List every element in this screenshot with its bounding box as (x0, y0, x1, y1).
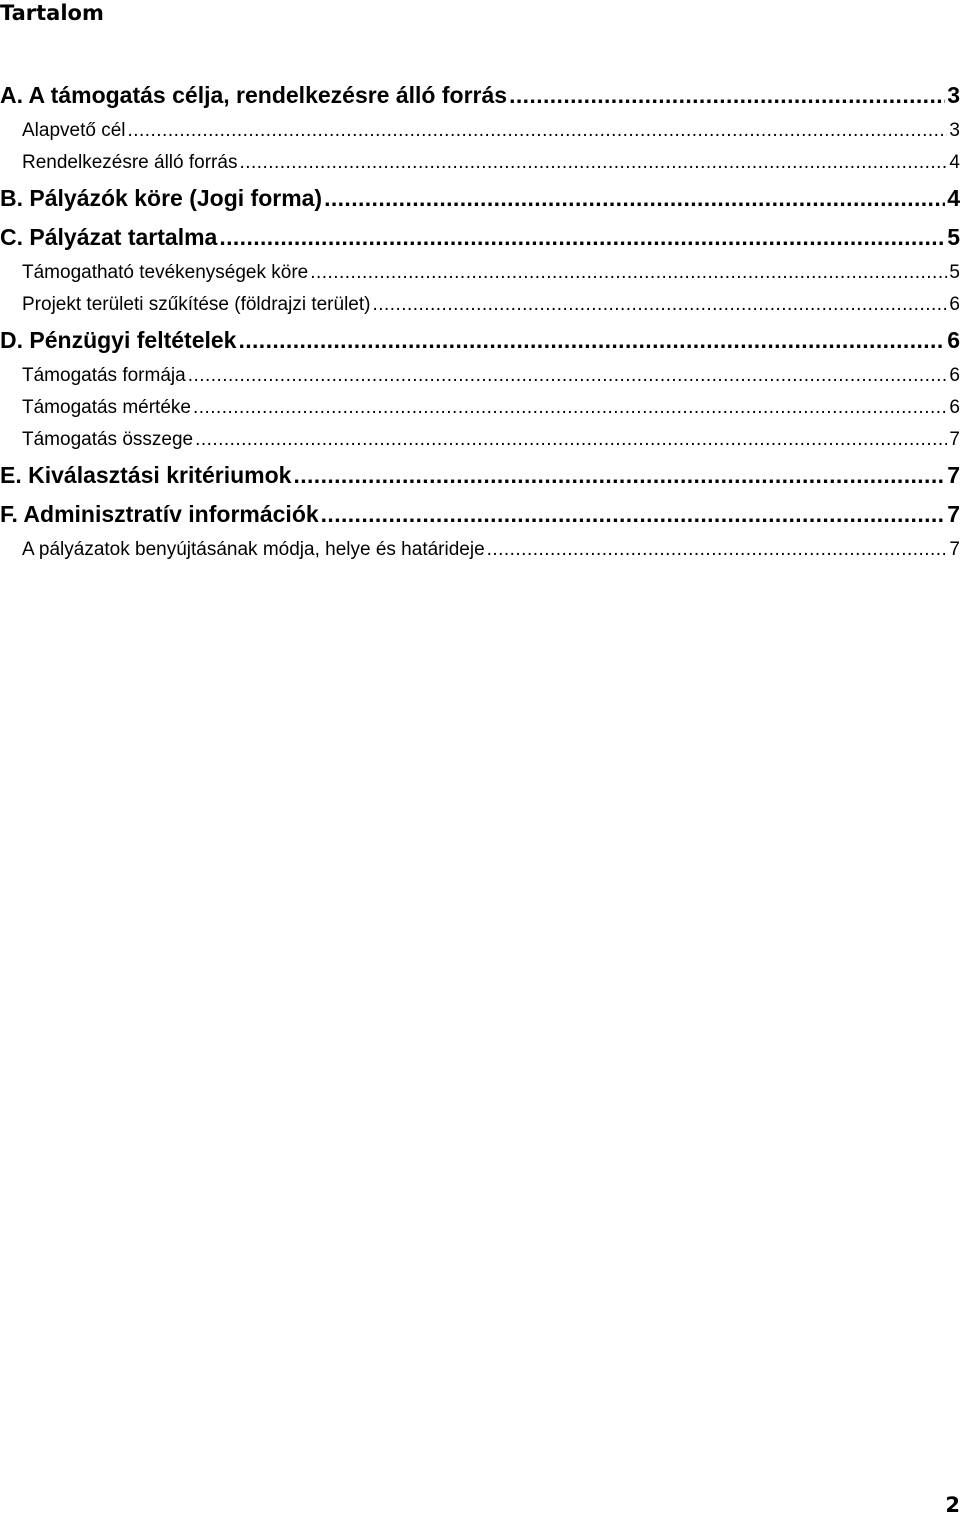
dot-leader (321, 495, 946, 534)
toc-entry-title: A. A támogatás célja, rendelkezésre álló forrás (0, 82, 508, 108)
toc-entry-title: Projekt területi szűkítése (földrajzi terület) (22, 294, 371, 315)
toc-entry-page: 5 (947, 224, 960, 250)
toc-entry-tamogatas-merteke[interactable] (0, 392, 960, 424)
toc-entry-page: 5 (949, 262, 960, 283)
toc-entry-page: 3 (949, 120, 960, 141)
toc-entry-page: 7 (949, 539, 960, 560)
toc-entry-title: Támogatás mértéke (22, 397, 191, 418)
toc-entry-page: 3 (947, 82, 960, 108)
toc-entry-section-d[interactable] (0, 321, 960, 360)
dot-leader (188, 360, 948, 392)
toc-entry-section-c[interactable] (0, 218, 960, 257)
dot-leader (372, 289, 947, 321)
toc-entry-title: Támogatás összege (22, 429, 194, 450)
page-number: 2 (945, 1493, 960, 1517)
table-of-contents (0, 76, 960, 566)
toc-entry-page: 7 (949, 429, 960, 450)
toc-entry-title: Támogatás formája (22, 365, 186, 386)
toc-entry-page: 4 (947, 185, 960, 211)
dot-leader (239, 147, 947, 179)
dot-leader (195, 424, 947, 456)
dot-leader (219, 218, 945, 257)
toc-entry-rendelkezesre-allo-forras[interactable] (0, 147, 960, 179)
toc-entry-title: Alapvető cél (22, 120, 126, 141)
dot-leader (128, 115, 948, 147)
toc-entry-page: 6 (949, 294, 960, 315)
toc-entry-title: D. Pénzügyi feltételek (0, 327, 237, 353)
toc-entry-title: Rendelkezésre álló forrás (22, 152, 238, 173)
toc-entry-page: 6 (949, 365, 960, 386)
toc-entry-tamogatas-formaja[interactable] (0, 360, 960, 392)
dot-leader (324, 179, 945, 218)
dot-leader (293, 456, 945, 495)
dot-leader (193, 392, 947, 424)
toc-entry-title: Támogatható tevékenységek köre (22, 262, 309, 283)
toc-entry-page: 4 (949, 152, 960, 173)
toc-entry-palyazatok-benyujtasa[interactable] (0, 534, 960, 566)
toc-entry-page: 7 (947, 501, 960, 527)
toc-entry-section-b[interactable] (0, 179, 960, 218)
toc-entry-title: F. Adminisztratív információk (0, 501, 319, 527)
dot-leader (487, 534, 948, 566)
toc-entry-section-a[interactable] (0, 76, 960, 115)
toc-entry-projekt-teruleti-szukitese[interactable] (0, 289, 960, 321)
toc-entry-title: B. Pályázók köre (Jogi forma) (0, 185, 323, 211)
dot-leader (238, 321, 945, 360)
toc-heading: Tartalom (0, 1, 104, 25)
dot-leader (310, 257, 947, 289)
toc-entry-page: 6 (947, 327, 960, 353)
toc-entry-tamogatas-osszege[interactable] (0, 424, 960, 456)
toc-entry-page: 6 (949, 397, 960, 418)
toc-entry-section-f[interactable] (0, 495, 960, 534)
toc-entry-title: A pályázatok benyújtásának módja, helye és határideje (22, 539, 485, 560)
toc-entry-section-e[interactable] (0, 456, 960, 495)
toc-entry-alapveto-cel[interactable] (0, 115, 960, 147)
toc-entry-tamogathato-tevekenysegek[interactable] (0, 257, 960, 289)
toc-entry-title: C. Pályázat tartalma (0, 224, 218, 250)
dot-leader (509, 76, 945, 115)
toc-entry-title: E. Kiválasztási kritériumok (0, 462, 292, 488)
toc-entry-page: 7 (947, 462, 960, 488)
